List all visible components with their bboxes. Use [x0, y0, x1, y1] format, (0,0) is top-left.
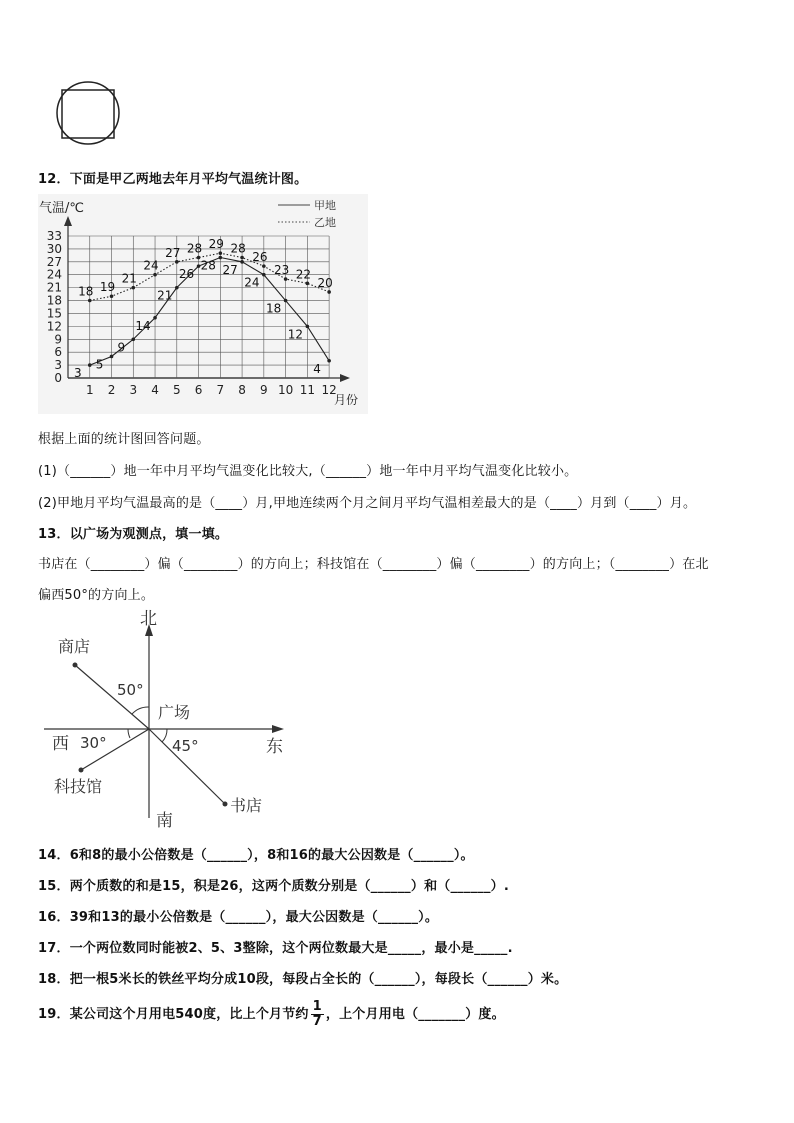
data-label-s2: 18: [78, 284, 94, 299]
data-point-s2: [153, 273, 157, 277]
data-label-s2: 27: [165, 245, 181, 260]
data-point-s2: [175, 260, 179, 264]
museum-point: [79, 768, 84, 773]
shop-label: 商店: [58, 637, 91, 656]
fraction-denominator: 7: [312, 1014, 322, 1029]
data-label-s2: 24: [143, 258, 159, 273]
x-tick-label: 6: [194, 383, 203, 397]
legend-series-1: 甲地: [314, 199, 336, 212]
data-point-s2: [284, 277, 288, 281]
data-point-s1: [153, 316, 157, 320]
y-tick-label: 21: [46, 280, 62, 295]
x-tick-label: 10: [277, 383, 294, 397]
x-tick-label: 11: [299, 383, 316, 397]
chart-ylabel: 气温/℃: [39, 201, 84, 216]
data-label-s2: 23: [273, 263, 290, 278]
question-13-line2: 偏西50°的方向上。: [38, 588, 155, 603]
data-label-s2: 19: [99, 280, 116, 295]
x-tick-label: 5: [172, 383, 181, 397]
question-19-before: 19．某公司这个月用电540度，比上个月节约: [38, 1007, 309, 1022]
data-label-s2: 26: [252, 250, 268, 265]
y-tick-label: 9: [54, 332, 62, 347]
fraction-numerator: 1: [312, 999, 322, 1014]
chart-xlabel: 月份: [334, 393, 359, 407]
north-label: 北: [140, 609, 157, 629]
west-label: 西: [52, 734, 69, 754]
data-label-s2: 28: [186, 241, 203, 256]
data-point-s1: [327, 359, 331, 363]
data-point-s2: [306, 282, 310, 286]
y-tick-label: 0: [54, 371, 62, 385]
question-12-part1: (1)（______）地一年中月平均气温变化比较大,（______）地一年中月平均气温变化比较小。: [38, 464, 578, 479]
data-label-s1: 24: [244, 275, 260, 290]
question-18: 18．把一根5米长的铁丝平均分成10段，每段占全长的（______），每段长（______）米。: [38, 972, 568, 987]
x-tick-label: 8: [238, 383, 246, 397]
y-tick-label: 27: [46, 254, 62, 269]
question-13-title: 13．以广场为观测点，填一填。: [38, 527, 229, 542]
data-point-s1: [175, 286, 179, 290]
data-label-s2: 29: [208, 237, 224, 252]
data-point-s1: [131, 337, 135, 341]
circle-square-figure: [46, 80, 132, 146]
y-tick-label: 33: [46, 229, 62, 243]
bookstore-point: [223, 802, 228, 807]
question-13-line1: 书店在（________）偏（________）的方向上；科技馆在（________）偏（________）的方向上；（________）在北: [38, 557, 709, 572]
data-point-s1: [88, 363, 92, 367]
data-point-s1: [219, 256, 223, 260]
data-label-s1: 18: [265, 301, 282, 316]
data-label-s1: 12: [287, 327, 304, 342]
data-label-s2: 21: [121, 271, 137, 286]
data-label-s2: 20: [317, 275, 333, 290]
temperature-chart: [38, 194, 368, 414]
x-tick-label: 2: [107, 383, 116, 397]
y-tick-label: 6: [54, 345, 62, 360]
y-tick-label: 3: [54, 358, 62, 373]
center-label: 广场: [158, 703, 191, 722]
south-label: 南: [156, 811, 173, 831]
data-label-s1: 27: [222, 262, 238, 277]
x-tick-label: 4: [151, 383, 159, 397]
x-tick-label: 1: [85, 383, 94, 397]
east-label: 东: [266, 737, 283, 757]
data-point-s2: [110, 294, 114, 298]
y-tick-label: 18: [46, 293, 62, 308]
data-label-s2: 28: [230, 241, 246, 256]
question-14: 14．6和8的最小公倍数是（______），8和16的最大公因数是（______）。: [38, 848, 474, 863]
legend-series-2: 乙地: [314, 216, 336, 229]
museum-label: 科技馆: [54, 777, 103, 796]
angle-museum-label: 30°: [80, 734, 107, 752]
y-tick-label: 15: [46, 306, 62, 321]
x-tick-label: 7: [216, 383, 225, 397]
angle-shop-label: 50°: [117, 681, 144, 699]
bookstore-label: 书店: [230, 796, 263, 815]
y-tick-label: 30: [46, 241, 62, 256]
data-label-s1: 4: [313, 361, 321, 376]
y-tick-label: 24: [46, 267, 62, 282]
data-point-s2: [262, 264, 266, 268]
direction-diagram: [38, 604, 298, 834]
data-label-s1: 14: [135, 318, 151, 333]
shop-point: [73, 663, 78, 668]
data-label-s1: 21: [157, 288, 173, 303]
data-point-s1: [284, 299, 288, 303]
data-label-s1: 5: [95, 357, 104, 372]
data-point-s2: [219, 251, 223, 255]
data-label-s1: 9: [117, 340, 126, 355]
data-point-s1: [306, 325, 310, 329]
x-tick-label: 3: [129, 383, 138, 397]
question-12-title: 12．下面是甲乙两地去年月平均气温统计图。: [38, 172, 308, 187]
question-19: [38, 1000, 505, 1029]
question-16: 16．39和13的最小公倍数是（______），最大公因数是（______）。: [38, 910, 439, 925]
data-point-s1: [262, 273, 266, 277]
data-label-s1: 26: [178, 267, 195, 282]
data-label-s2: 22: [295, 267, 312, 282]
data-point-s2: [327, 290, 331, 294]
angle-bookstore-label: 45°: [172, 737, 199, 755]
data-point-s1: [110, 355, 114, 359]
x-tick-label: 12: [321, 383, 337, 397]
data-point-s2: [240, 256, 244, 260]
data-label-s1: 3: [73, 366, 82, 381]
data-label-s1: 28: [200, 258, 216, 273]
data-point-s2: [88, 299, 92, 303]
x-tick-label: 9: [260, 383, 268, 397]
question-12-part2: (2)甲地月平均气温最高的是（____）月,甲地连续两个月之间月平均气温相差最大的是（____）月到（____）月。: [38, 496, 697, 511]
fraction-one-seventh: [311, 1000, 324, 1029]
data-point-s2: [131, 286, 135, 290]
question-19-after: ，上个月用电（_______）度。: [325, 1007, 505, 1022]
data-point-s1: [240, 260, 244, 264]
y-tick-label: 12: [46, 319, 62, 334]
question-15: 15．两个质数的和是15，积是26，这两个质数分别是（______）和（______）.: [38, 879, 510, 894]
question-12-instruction: 根据上面的统计图回答问题。: [38, 432, 210, 447]
question-17: 17．一个两位数同时能被2、5、3整除，这个两位数最大是_____，最小是_____.: [38, 941, 513, 956]
